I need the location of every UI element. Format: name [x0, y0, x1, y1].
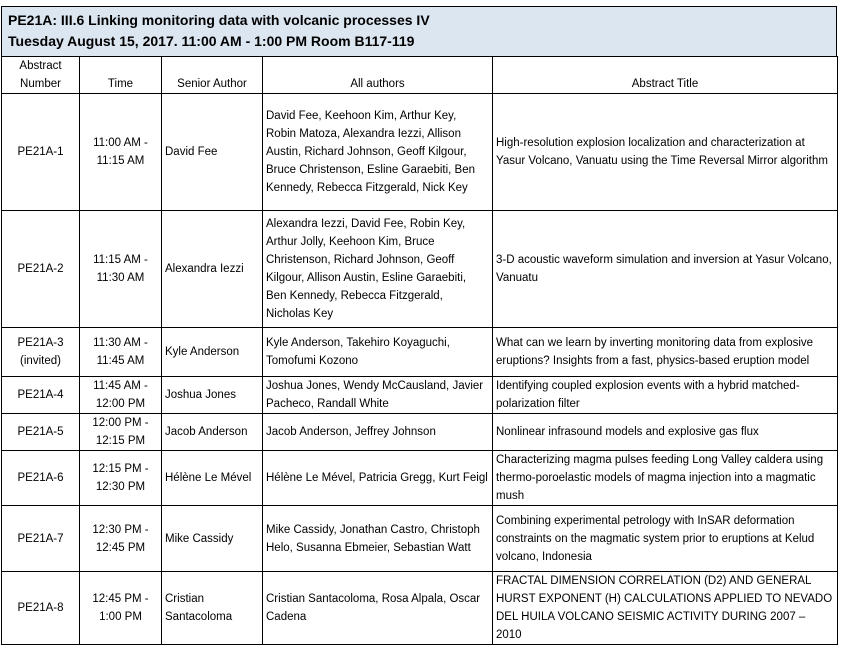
senior-author: Alexandra Iezzi — [162, 211, 263, 328]
time-end: 11:30 AM — [96, 272, 145, 284]
column-header-all-authors: All authors — [263, 57, 493, 94]
all-authors: Mike Cassidy, Jonathan Castro, Christoph Helo, Susanna Ebmeier, Sebastian Watt — [263, 506, 493, 572]
abstract-number: PE21A-8 — [17, 602, 64, 614]
column-header-number-line1: Abstract — [19, 60, 62, 72]
time-start: 12:15 PM - — [92, 463, 149, 475]
time-start: 11:00 AM - — [93, 137, 148, 149]
senior-author: David Fee — [162, 94, 263, 211]
column-header-number-line2: Number — [20, 78, 61, 90]
time-cell — [80, 414, 162, 451]
schedule-sheet — [1, 6, 837, 645]
abstract-number: PE21A-2 — [17, 263, 64, 275]
abstract-title: Characterizing magma pulses feeding Long Valley caldera using thermo-poroelastic models of magma injection into a magmatic mush — [493, 451, 838, 506]
time-cell — [80, 572, 162, 645]
senior-author: Joshua Jones — [162, 377, 263, 414]
table-body — [2, 94, 838, 645]
time-cell — [80, 211, 162, 328]
abstract-number-cell — [2, 572, 80, 645]
abstract-title: Combining experimental petrology with InSAR deformation constraints on the magmatic system prior to eruptions at Kelud volcano, Indonesia — [493, 506, 838, 572]
abstract-number-cell — [2, 328, 80, 377]
table-row — [2, 414, 838, 451]
abstract-number: PE21A-6 — [17, 472, 64, 484]
abstract-number-cell — [2, 451, 80, 506]
column-header-senior-author: Senior Author — [162, 57, 263, 94]
time-end: 12:00 PM — [95, 398, 146, 410]
abstract-title: Identifying coupled explosion events with a hybrid matched-polarization filter — [493, 377, 838, 414]
time-cell — [80, 328, 162, 377]
all-authors: Hélène Le Mével, Patricia Gregg, Kurt Feigl — [263, 451, 493, 506]
time-end: 11:45 AM — [96, 355, 145, 367]
session-title: PE21A: III.6 Linking monitoring data with volcanic processes IV — [8, 12, 430, 28]
time-start: 11:30 AM - — [93, 337, 148, 349]
table-header-row — [2, 57, 838, 94]
abstract-title: Nonlinear infrasound models and explosive gas flux — [493, 414, 838, 451]
time-cell — [80, 451, 162, 506]
abstract-title: 3-D acoustic waveform simulation and inversion at Yasur Volcano, Vanuatu — [493, 211, 838, 328]
senior-author: Jacob Anderson — [162, 414, 263, 451]
time-start: 12:45 PM - — [92, 593, 149, 605]
abstract-title: What can we learn by inverting monitoring data from explosive eruptions? Insights from a fast, physics-based eruption model — [493, 328, 838, 377]
column-header-time: Time — [80, 57, 162, 94]
column-header-abstract-title: Abstract Title — [493, 57, 838, 94]
table-row — [2, 572, 838, 645]
abstract-number-cell — [2, 414, 80, 451]
all-authors: Joshua Jones, Wendy McCausland, Javier Pacheco, Randall White — [263, 377, 493, 414]
abstract-title: FRACTAL DIMENSION CORRELATION (D2) AND GENERAL HURST EXPONENT (H) CALCULATIONS APPLIED TO NEVADO DEL HUILA VOLCANO SEISMIC ACTIVITY DURING 2007 – 2010 — [493, 572, 838, 645]
abstract-title: High-resolution explosion localization and characterization at Yasur Volcano, Vanuatu using the Time Reversal Mirror algorithm — [493, 94, 838, 211]
time-end: 12:45 PM — [95, 541, 146, 554]
time-cell — [80, 377, 162, 414]
session-header — [1, 6, 837, 56]
abstract-number-cell — [2, 377, 80, 414]
table-row — [2, 94, 838, 211]
time-start: 12:00 PM - — [92, 417, 149, 429]
time-end: 12:15 PM — [95, 435, 146, 447]
all-authors: Jacob Anderson, Jeffrey Johnson — [263, 414, 493, 451]
session-date-room: Tuesday August 15, 2017. 11:00 AM - 1:00 PM Room B117-119 — [8, 33, 415, 49]
time-end: 12:30 PM — [95, 481, 146, 493]
senior-author: Hélène Le Mével — [162, 451, 263, 506]
all-authors: Kyle Anderson, Takehiro Koyaguchi, Tomofumi Kozono — [263, 328, 493, 377]
table-row — [2, 451, 838, 506]
time-end: 11:15 AM — [96, 155, 145, 167]
table-row — [2, 377, 838, 414]
abstract-number-cell — [2, 94, 80, 211]
abstract-note: (invited) — [20, 355, 61, 367]
table-row — [2, 328, 838, 377]
abstract-number: PE21A-4 — [17, 389, 64, 401]
abstract-number: PE21A-3 — [17, 337, 64, 349]
all-authors: Cristian Santacoloma, Rosa Alpala, Oscar Cadena — [263, 572, 493, 645]
abstract-number: PE21A-7 — [17, 532, 64, 545]
all-authors: Alexandra Iezzi, David Fee, Robin Key, Arthur Jolly, Keehoon Kim, Bruce Christenson, Richard Johnson, Geoff Kilgour, Allison Austin, Esline Garaebiti, Ben Kennedy, Rebecca Fitzgerald, Nicholas Key — [263, 211, 493, 328]
time-cell — [80, 506, 162, 572]
abstract-number-cell — [2, 211, 80, 328]
abstract-number-cell — [2, 506, 80, 572]
all-authors: David Fee, Keehoon Kim, Arthur Key, Robin Matoza, Alexandra Iezzi, Allison Austin, Richard Johnson, Geoff Kilgour, Bruce Christenson, Esline Garaebiti, Ben Kennedy, Rebecca Fitzgerald, Nick Key — [263, 94, 493, 211]
time-cell — [80, 94, 162, 211]
abstract-table — [1, 56, 838, 645]
senior-author: Cristian Santacoloma — [162, 572, 263, 645]
table-row — [2, 506, 838, 572]
time-start: 11:45 AM - — [93, 380, 148, 392]
column-header-number — [2, 57, 80, 94]
time-end: 1:00 PM — [99, 611, 142, 623]
senior-author: Kyle Anderson — [162, 328, 263, 377]
time-start: 11:15 AM - — [93, 254, 148, 266]
time-start: 12:30 PM - — [92, 523, 149, 536]
senior-author: Mike Cassidy — [162, 506, 263, 572]
table-row — [2, 211, 838, 328]
abstract-number: PE21A-5 — [17, 426, 64, 438]
abstract-number: PE21A-1 — [17, 146, 64, 158]
